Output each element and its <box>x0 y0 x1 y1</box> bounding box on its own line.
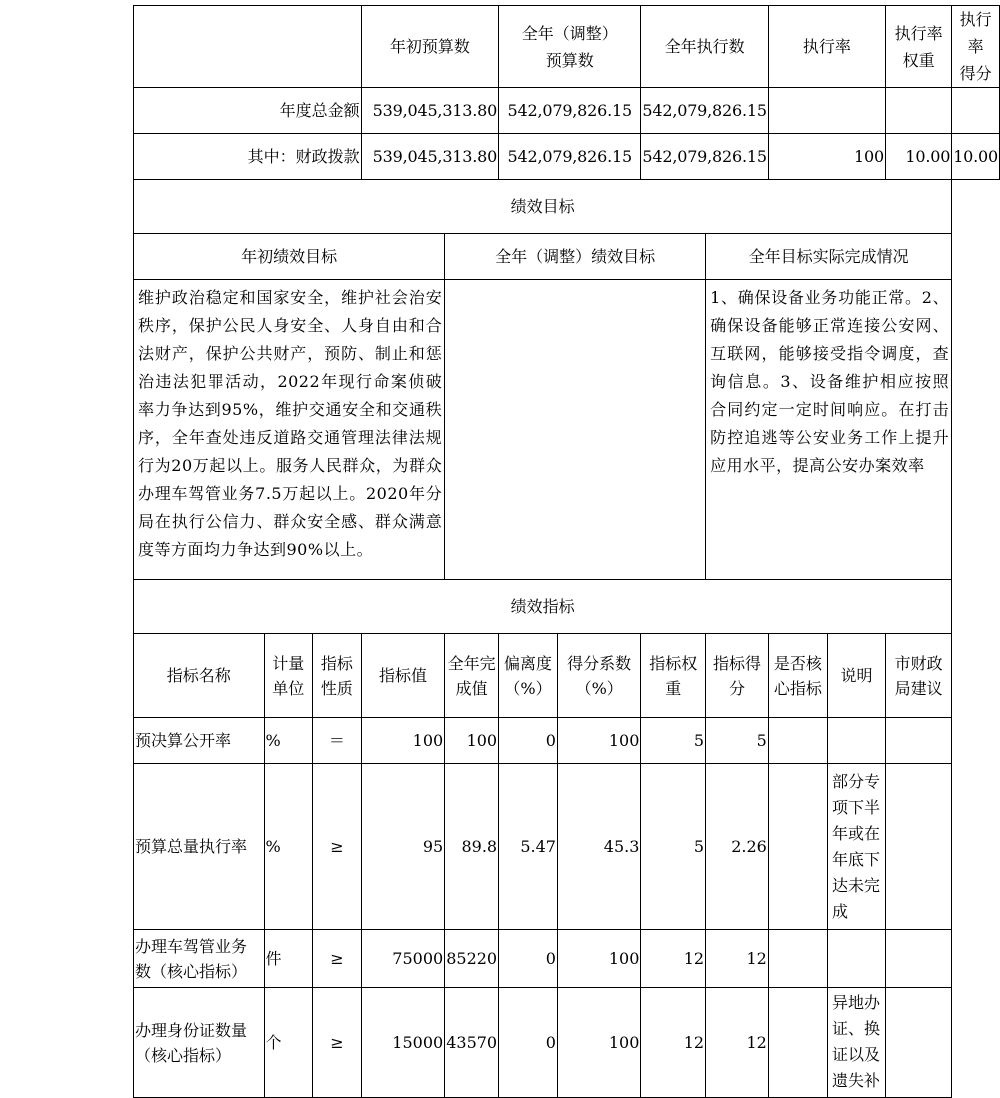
ind-header-nature: 指标性质 <box>313 634 362 718</box>
header-rate-score-line2: 得分 <box>959 64 992 83</box>
indicator-note: 部分专项下半年或在年底下达未完成 <box>827 764 885 930</box>
indicator-score: 12 <box>706 988 769 1098</box>
budget-rate-value <box>768 88 885 134</box>
performance-evaluation-table <box>133 5 1000 1098</box>
budget-actual-value: 542,079,826.15 <box>641 88 768 134</box>
indicator-nature: ≥ <box>313 930 362 988</box>
ind-header-target: 指标值 <box>361 634 445 718</box>
indicators-section-title: 绩效指标 <box>134 580 952 634</box>
indicator-advice <box>885 764 951 930</box>
indicator-deviation: 0 <box>499 718 558 764</box>
budget-row-fiscal <box>134 134 1000 180</box>
goals-header-actual: 全年目标实际完成情况 <box>706 234 952 280</box>
indicator-note <box>827 718 885 764</box>
budget-adjusted-value: 542,079,826.15 <box>499 134 641 180</box>
ind-header-score: 指标得分 <box>706 634 769 718</box>
indicator-unit: % <box>264 718 313 764</box>
indicator-is-core <box>768 718 827 764</box>
indicator-deviation: 5.47 <box>499 764 558 930</box>
header-actual-execution: 全年执行数 <box>641 6 768 88</box>
indicator-completed: 43570 <box>445 988 499 1098</box>
budget-rate-value: 100 <box>768 134 885 180</box>
indicator-row <box>134 988 1000 1098</box>
budget-score-value: 10.00 <box>952 134 1000 180</box>
goals-section-title: 绩效目标 <box>134 180 952 234</box>
ind-header-note: 说明 <box>827 634 885 718</box>
indicator-row <box>134 930 1000 988</box>
budget-row-label: 其中：财政拨款 <box>134 134 362 180</box>
indicator-coefficient: 100 <box>557 718 640 764</box>
budget-actual-value: 542,079,826.15 <box>641 134 768 180</box>
indicator-name: 办理车驾管业务数（核心指标） <box>134 930 265 988</box>
budget-header-row <box>134 6 1000 88</box>
goals-header-row <box>134 234 1000 280</box>
indicator-row <box>134 764 1000 930</box>
indicator-note <box>827 930 885 988</box>
goals-content-row <box>134 280 1000 580</box>
indicator-target: 100 <box>361 718 445 764</box>
indicator-weight: 12 <box>641 988 706 1098</box>
ind-header-is-core: 是否核心指标 <box>768 634 827 718</box>
budget-score-value <box>952 88 1000 134</box>
indicator-coefficient: 45.3 <box>557 764 640 930</box>
goals-header-adjusted: 全年（调整）绩效目标 <box>445 234 706 280</box>
goals-actual-text: 1、确保设备业务功能正常。2、确保设备能够正常连接公安网、互联网，能够接受指令调度，查询信息。3、设备维护相应按照合同约定一定时间响应。在打击防控追逃等公安业务工作上提升应用水平，提高公安办案效率 <box>706 280 952 580</box>
indicator-nature: ≥ <box>313 988 362 1098</box>
header-rate-score-line1: 执行率 <box>959 10 992 56</box>
budget-weight-value <box>885 88 951 134</box>
indicator-target: 75000 <box>361 930 445 988</box>
indicator-target: 95 <box>361 764 445 930</box>
indicator-nature: ＝ <box>313 718 362 764</box>
header-rate-weight-line1: 执行率 <box>894 23 943 43</box>
header-rate-score <box>952 6 1000 88</box>
budget-row-label: 年度总金额 <box>134 88 362 134</box>
budget-adjusted-value: 542,079,826.15 <box>499 88 641 134</box>
indicator-name: 预算总量执行率 <box>134 764 265 930</box>
indicator-deviation: 0 <box>499 930 558 988</box>
indicator-unit: 个 <box>264 988 313 1098</box>
header-rate-weight <box>885 6 951 88</box>
ind-header-coefficient: 得分系数（%） <box>557 634 640 718</box>
indicator-advice <box>885 930 951 988</box>
budget-weight-value: 10.00 <box>885 134 951 180</box>
indicator-completed: 89.8 <box>445 764 499 930</box>
ind-header-bureau-advice: 市财政局建议 <box>885 634 951 718</box>
header-adjusted-budget <box>499 6 641 88</box>
header-adjusted-budget-line2: 预算数 <box>545 50 594 70</box>
blank-corner-cell <box>134 6 362 88</box>
indicator-advice <box>885 988 951 1098</box>
indicator-is-core <box>768 988 827 1098</box>
indicator-coefficient: 100 <box>557 930 640 988</box>
budget-initial-value: 539,045,313.80 <box>361 134 498 180</box>
indicator-nature: ≥ <box>313 764 362 930</box>
indicator-score: 5 <box>706 718 769 764</box>
indicator-unit: % <box>264 764 313 930</box>
indicator-weight: 5 <box>641 718 706 764</box>
goals-initial-text: 维护政治稳定和国家安全，维护社会治安秩序，保护公民人身安全、人身自由和合法财产，保护公共财产，预防、制止和惩治违法犯罪活动，2022年现行命案侦破率力争达到95%，维护交通安全和交通秩序，全年查处违反道路交通管理法律法规行为20万起以上。服务人民群众，为群众办理车驾管业务7.5万起以上。2020年分局在执行公信力、群众安全感、群众满意度等方面均力争达到90%以上。 <box>134 280 445 580</box>
indicator-advice <box>885 718 951 764</box>
goals-header-initial: 年初绩效目标 <box>134 234 445 280</box>
indicator-target: 15000 <box>361 988 445 1098</box>
indicator-note: 异地办证、换证以及遗失补 <box>827 988 885 1098</box>
header-initial-budget: 年初预算数 <box>361 6 498 88</box>
indicator-score: 12 <box>706 930 769 988</box>
budget-row-total <box>134 88 1000 134</box>
indicators-title-row <box>134 580 1000 634</box>
goals-title-row <box>134 180 1000 234</box>
indicator-completed: 100 <box>445 718 499 764</box>
indicator-weight: 5 <box>641 764 706 930</box>
header-rate-weight-line2: 权重 <box>902 50 935 70</box>
indicator-row <box>134 718 1000 764</box>
indicators-header-row <box>134 634 1000 718</box>
indicator-name: 预决算公开率 <box>134 718 265 764</box>
indicator-score: 2.26 <box>706 764 769 930</box>
indicator-completed: 85220 <box>445 930 499 988</box>
ind-header-name: 指标名称 <box>134 634 265 718</box>
indicator-is-core <box>768 930 827 988</box>
budget-initial-value: 539,045,313.80 <box>361 88 498 134</box>
indicator-deviation: 0 <box>499 988 558 1098</box>
indicator-coefficient: 100 <box>557 988 640 1098</box>
ind-header-unit: 计量单位 <box>264 634 313 718</box>
ind-header-completed: 全年完成值 <box>445 634 499 718</box>
indicator-weight: 12 <box>641 930 706 988</box>
ind-header-deviation: 偏离度（%） <box>499 634 558 718</box>
header-adjusted-budget-line1: 全年（调整） <box>521 23 618 43</box>
header-execution-rate: 执行率 <box>768 6 885 88</box>
indicator-unit: 件 <box>264 930 313 988</box>
indicator-is-core <box>768 764 827 930</box>
indicator-name: 办理身份证数量（核心指标） <box>134 988 265 1098</box>
ind-header-weight: 指标权重 <box>641 634 706 718</box>
goals-adjusted-text <box>445 280 706 580</box>
